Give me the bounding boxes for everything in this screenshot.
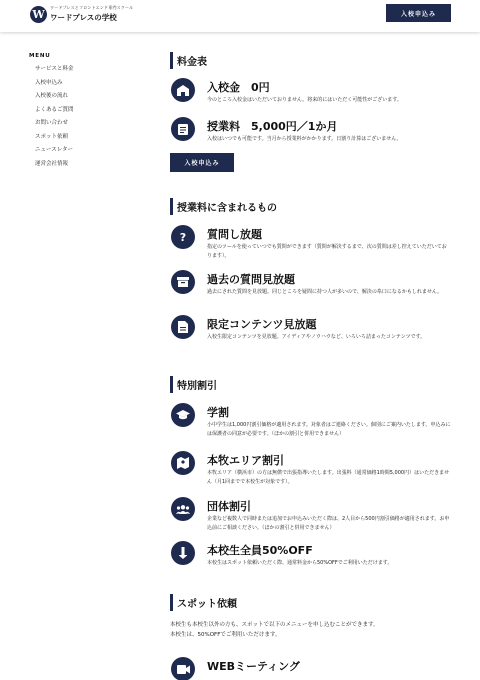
- header-apply-button[interactable]: 入校申込み: [386, 4, 451, 22]
- arrow-down-icon: [171, 541, 195, 565]
- sidebar-item-apply[interactable]: 入校申込み: [35, 79, 63, 86]
- section-accent-bar: [170, 594, 173, 611]
- logo-name: ワードプレスの学校: [50, 13, 117, 22]
- item-description: 小中学生は1,000円割引価格が適用されます。対象者はご連絡ください。個別にご案内いたします。申込みには保護者の同意が必要です。（ほかの割引と併用できません）: [207, 422, 451, 437]
- item-title: 学割: [207, 406, 229, 419]
- item-description: 本牧エリア（横浜市）の方は無償で出張指導いたします。出張料（通常価格1時間5,000円）はいただきません（月1回までで本校生が対象です）。: [207, 470, 450, 485]
- section-title: 特別割引: [177, 380, 217, 392]
- section-title: 授業料に含まれるもの: [177, 202, 277, 214]
- sidebar-menu: [29, 53, 149, 173]
- document-icon: [171, 315, 195, 339]
- sidebar-item-newsletter[interactable]: ニュースレター: [35, 147, 74, 153]
- sidebar-item-contact[interactable]: お問い合わせ: [35, 120, 69, 126]
- item-title: 本牧エリア割引: [207, 454, 284, 467]
- item-title: 限定コンテンツ見放題: [207, 318, 317, 331]
- sidebar-title: MENU: [29, 53, 51, 59]
- video-icon: [171, 657, 195, 680]
- wordpress-logo-icon: W: [30, 6, 47, 23]
- item-description: 本校生はスポット依頼いただく際、通常料金から50%OFFでご利用いただけます。: [207, 560, 393, 566]
- spot-section: [170, 593, 460, 611]
- item-title: WEBミーティング: [207, 660, 300, 673]
- item-title: 質問し放題: [207, 228, 262, 241]
- item-title: 団体割引: [207, 500, 251, 513]
- section-accent-bar: [170, 52, 173, 69]
- logo-tagline: ワードプレスとフロントエンド専門スクール: [50, 5, 134, 10]
- item-title: 本校生全員50%OFF: [207, 544, 313, 557]
- item-description: 今のところ入校金はいただいておりません。将来的にはいただく可能性がございます。: [207, 97, 402, 103]
- pricing-section: [170, 51, 460, 69]
- spot-discount-line: 本校生は、50%OFFでご利用いただけます。: [170, 632, 281, 638]
- section-accent-bar: [170, 198, 173, 215]
- archive-icon: [171, 270, 195, 294]
- sidebar-item-services[interactable]: サービスと料金: [35, 66, 74, 72]
- section-title: 料金表: [177, 56, 207, 68]
- item-title: 入校金 0円: [207, 81, 270, 94]
- site-header: [0, 0, 480, 32]
- item-description: 指定のツールを使っていつでも質問ができます（質問が解決するまで、次の質問は差し控えていただいております）。: [207, 244, 447, 259]
- clipboard-icon: [171, 117, 195, 141]
- pricing-apply-button[interactable]: 入校申込み: [170, 153, 234, 172]
- section-title: スポット依頼: [177, 598, 237, 610]
- sidebar-item-spot[interactable]: スポット依頼: [35, 133, 69, 140]
- item-title: 過去の質問見放題: [207, 273, 295, 286]
- map-icon: [171, 451, 195, 475]
- discounts-section: [170, 375, 460, 393]
- item-description: 入校はいつでも可能です。当月から授業料がかかります。日割り計算はございません。: [207, 136, 402, 142]
- group-icon: [171, 497, 195, 521]
- question-icon: ?: [171, 225, 195, 249]
- item-title: 授業料 5,000円／1か月: [207, 120, 338, 133]
- sidebar-item-faq[interactable]: よくあるご質問: [35, 106, 74, 113]
- section-accent-bar: [170, 376, 173, 393]
- item-description: 入校生限定コンテンツを見放題。アイディアやノウハウなど、いろいろ詰まったコンテンツです。: [207, 334, 426, 340]
- graduation-cap-icon: [171, 403, 195, 427]
- included-section: [170, 197, 460, 215]
- item-description: 過去にされた質問を見放題。同じところを疑問に持つ人が多いので、解決の糸口になるかもしれません。: [207, 289, 443, 295]
- sidebar-item-flow[interactable]: 入校後の流れ: [35, 93, 69, 99]
- sidebar-item-company[interactable]: 運営会社情報: [35, 160, 69, 167]
- school-icon: [171, 78, 195, 102]
- site-logo[interactable]: [30, 5, 133, 23]
- spot-intro-line: 本校生も本校生以外の方も、スポットで以下のメニューを申し込むことができます。: [170, 622, 379, 628]
- item-description: 企業など複数人で同時または追加でお申込みいただく際は、2人目から500円割引価格が適用されます。お申込前にご相談ください。（ほかの割引と併用できません）: [207, 516, 450, 531]
